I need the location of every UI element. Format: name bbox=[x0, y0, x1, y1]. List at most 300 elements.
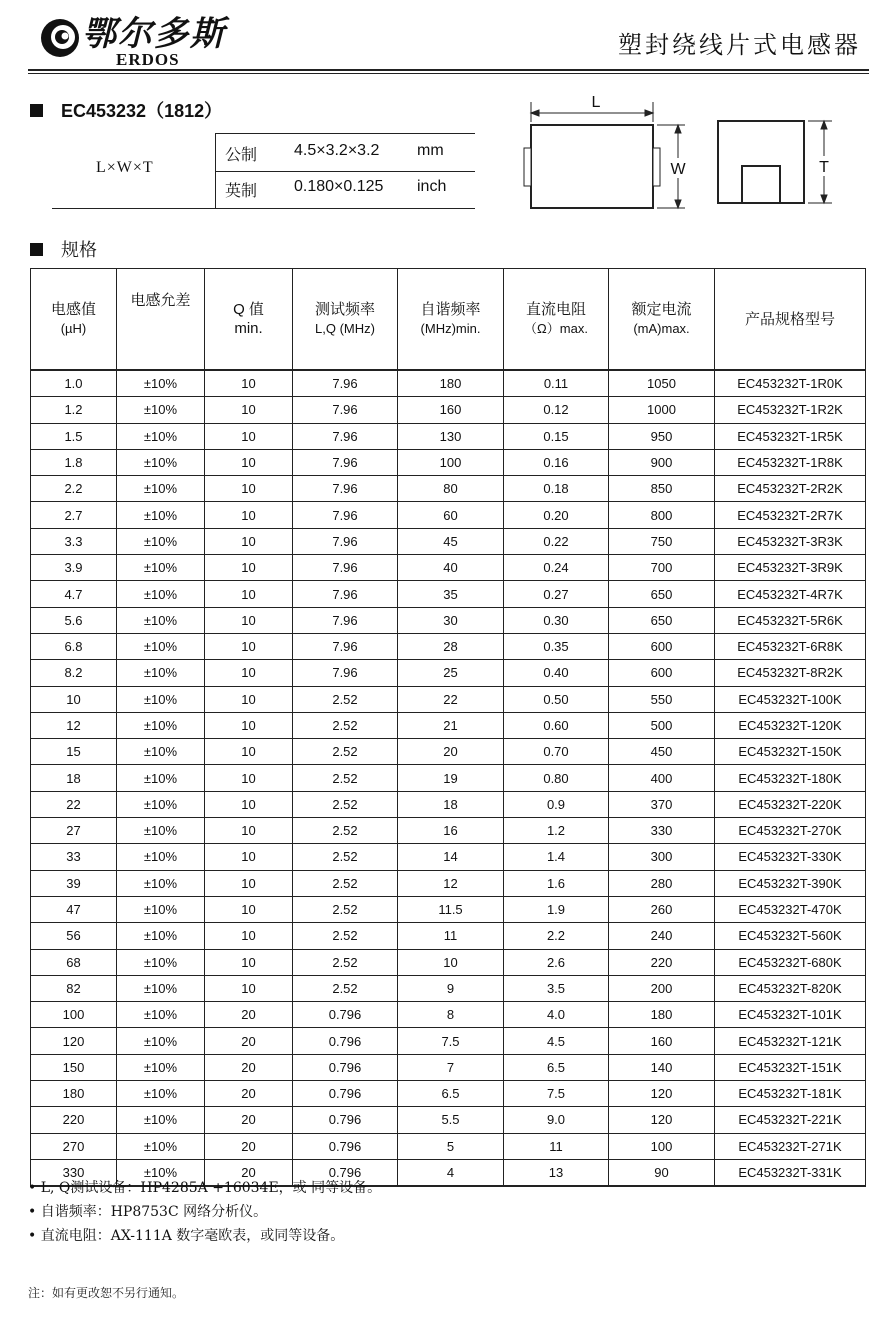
column-header: 额定电流 (mA)max. bbox=[609, 269, 715, 371]
table-row bbox=[31, 476, 866, 502]
table-cell: 2.52 bbox=[293, 949, 398, 975]
table-cell: EC453232T-331K bbox=[715, 1159, 866, 1186]
column-header: 电感允差 bbox=[117, 269, 205, 371]
table-cell: ±10% bbox=[117, 555, 205, 581]
table-cell: 0.796 bbox=[293, 1028, 398, 1054]
table-row bbox=[31, 975, 866, 1001]
table-cell: 10 bbox=[205, 581, 293, 607]
table-cell: ±10% bbox=[117, 791, 205, 817]
table-cell: 4 bbox=[398, 1159, 504, 1186]
table-row bbox=[31, 739, 866, 765]
table-cell: EC453232T-220K bbox=[715, 791, 866, 817]
table-cell: 0.18 bbox=[504, 476, 609, 502]
table-cell: 450 bbox=[609, 739, 715, 765]
table-cell: 15 bbox=[31, 739, 117, 765]
table-cell: 10 bbox=[205, 423, 293, 449]
table-cell: 160 bbox=[609, 1028, 715, 1054]
table-cell: 0.22 bbox=[504, 528, 609, 554]
table-cell: 20 bbox=[205, 1002, 293, 1028]
table-cell: 10 bbox=[205, 633, 293, 659]
table-header-row bbox=[31, 269, 866, 371]
table-cell: EC453232T-270K bbox=[715, 818, 866, 844]
table-cell: 1050 bbox=[609, 370, 715, 397]
table-cell: ±10% bbox=[117, 870, 205, 896]
table-cell: EC453232T-101K bbox=[715, 1002, 866, 1028]
table-cell: 45 bbox=[398, 528, 504, 554]
table-cell: 330 bbox=[609, 818, 715, 844]
table-cell: ±10% bbox=[117, 581, 205, 607]
table-cell: 600 bbox=[609, 660, 715, 686]
table-cell: 330 bbox=[31, 1159, 117, 1186]
table-cell: 270 bbox=[31, 1133, 117, 1159]
table-cell: 120 bbox=[609, 1081, 715, 1107]
table-cell: 7.96 bbox=[293, 528, 398, 554]
table-cell: ±10% bbox=[117, 607, 205, 633]
note-item: • 直流电阻：AX-111A 数字毫欧表，或同等设备。 bbox=[28, 1228, 345, 1244]
table-cell: ±10% bbox=[117, 633, 205, 659]
table-cell: 7.96 bbox=[293, 581, 398, 607]
table-cell: ±10% bbox=[117, 370, 205, 397]
table-cell: 21 bbox=[398, 712, 504, 738]
table-cell: ±10% bbox=[117, 502, 205, 528]
table-cell: 7.96 bbox=[293, 660, 398, 686]
table-cell: 20 bbox=[205, 1054, 293, 1080]
table-cell: EC453232T-1R0K bbox=[715, 370, 866, 397]
table-cell: 0.796 bbox=[293, 1002, 398, 1028]
table-cell: 10 bbox=[205, 476, 293, 502]
table-cell: 10 bbox=[398, 949, 504, 975]
table-row bbox=[31, 1002, 866, 1028]
column-header: 测试频率 L,Q (MHz) bbox=[293, 269, 398, 371]
table-cell: ±10% bbox=[117, 1159, 205, 1186]
table-cell: 2.52 bbox=[293, 791, 398, 817]
table-cell: 0.40 bbox=[504, 660, 609, 686]
table-cell: ±10% bbox=[117, 896, 205, 922]
table-cell: 6.5 bbox=[398, 1081, 504, 1107]
table-cell: 10 bbox=[205, 660, 293, 686]
dimension-table bbox=[52, 133, 475, 209]
table-cell: 30 bbox=[398, 607, 504, 633]
table-cell: 0.24 bbox=[504, 555, 609, 581]
table-cell: 7.96 bbox=[293, 449, 398, 475]
table-row bbox=[31, 660, 866, 686]
table-cell: 750 bbox=[609, 528, 715, 554]
table-cell: 0.30 bbox=[504, 607, 609, 633]
table-cell: ±10% bbox=[117, 423, 205, 449]
table-cell: 2.52 bbox=[293, 870, 398, 896]
table-cell: 22 bbox=[398, 686, 504, 712]
table-cell: 10 bbox=[205, 949, 293, 975]
table-cell: 68 bbox=[31, 949, 117, 975]
table-cell: EC453232T-470K bbox=[715, 896, 866, 922]
table-cell: 2.2 bbox=[31, 476, 117, 502]
table-cell: 33 bbox=[31, 844, 117, 870]
table-cell: 5.6 bbox=[31, 607, 117, 633]
table-cell: 2.52 bbox=[293, 896, 398, 922]
table-cell: 10 bbox=[205, 870, 293, 896]
table-cell: 19 bbox=[398, 765, 504, 791]
table-cell: 0.11 bbox=[504, 370, 609, 397]
table-cell: 100 bbox=[398, 449, 504, 475]
drawing-label-thickness: T bbox=[819, 159, 829, 176]
dim-rule-mid bbox=[215, 171, 475, 172]
table-cell: 3.3 bbox=[31, 528, 117, 554]
table-cell: 0.35 bbox=[504, 633, 609, 659]
table-cell: 5.5 bbox=[398, 1107, 504, 1133]
table-cell: 550 bbox=[609, 686, 715, 712]
imperial-unit: inch bbox=[417, 178, 447, 195]
table-cell: 0.70 bbox=[504, 739, 609, 765]
table-cell: 8 bbox=[398, 1002, 504, 1028]
header-divider-thin bbox=[28, 73, 869, 74]
table-cell: 10 bbox=[205, 607, 293, 633]
table-cell: 20 bbox=[398, 739, 504, 765]
table-row bbox=[31, 581, 866, 607]
table-cell: ±10% bbox=[117, 686, 205, 712]
table-cell: EC453232T-180K bbox=[715, 765, 866, 791]
table-cell: 90 bbox=[609, 1159, 715, 1186]
document-title: 塑封绕线片式电感器 bbox=[618, 31, 861, 59]
table-cell: 0.20 bbox=[504, 502, 609, 528]
table-cell: 39 bbox=[31, 870, 117, 896]
table-row bbox=[31, 502, 866, 528]
table-row bbox=[31, 923, 866, 949]
table-cell: EC453232T-8R2K bbox=[715, 660, 866, 686]
table-cell: 180 bbox=[609, 1002, 715, 1028]
change-notice: 注：如有更改恕不另行通知。 bbox=[28, 1286, 185, 1300]
table-cell: 0.60 bbox=[504, 712, 609, 738]
table-cell: 120 bbox=[31, 1028, 117, 1054]
table-cell: 16 bbox=[398, 818, 504, 844]
table-row bbox=[31, 528, 866, 554]
table-cell: 10 bbox=[205, 449, 293, 475]
table-cell: ±10% bbox=[117, 739, 205, 765]
table-row bbox=[31, 1133, 866, 1159]
table-cell: 10 bbox=[205, 686, 293, 712]
table-cell: 0.796 bbox=[293, 1133, 398, 1159]
table-cell: 130 bbox=[398, 423, 504, 449]
table-cell: 80 bbox=[398, 476, 504, 502]
table-cell: ±10% bbox=[117, 1028, 205, 1054]
table-cell: 100 bbox=[31, 1002, 117, 1028]
table-cell: 20 bbox=[205, 1081, 293, 1107]
table-cell: 40 bbox=[398, 555, 504, 581]
drawing-label-length: L bbox=[591, 94, 601, 111]
table-cell: EC453232T-150K bbox=[715, 739, 866, 765]
table-cell: 4.5 bbox=[504, 1028, 609, 1054]
imperial-value: 0.180×0.125 bbox=[294, 178, 384, 195]
table-cell: EC453232T-1R8K bbox=[715, 449, 866, 475]
table-cell: EC453232T-151K bbox=[715, 1054, 866, 1080]
table-cell: ±10% bbox=[117, 476, 205, 502]
table-cell: 300 bbox=[609, 844, 715, 870]
imperial-label: 英制 bbox=[225, 183, 258, 200]
table-cell: 22 bbox=[31, 791, 117, 817]
table-cell: 0.796 bbox=[293, 1054, 398, 1080]
metric-label: 公制 bbox=[225, 147, 258, 164]
column-header: 自谐频率 (MHz)min. bbox=[398, 269, 504, 371]
table-cell: 8.2 bbox=[31, 660, 117, 686]
table-row bbox=[31, 633, 866, 659]
square-bullet-icon bbox=[30, 243, 43, 256]
table-cell: 10 bbox=[205, 975, 293, 1001]
company-logo bbox=[38, 8, 238, 70]
table-cell: ±10% bbox=[117, 528, 205, 554]
table-cell: 150 bbox=[31, 1054, 117, 1080]
table-row bbox=[31, 370, 866, 397]
table-cell: 0.27 bbox=[504, 581, 609, 607]
table-cell: 20 bbox=[205, 1028, 293, 1054]
table-cell: 280 bbox=[609, 870, 715, 896]
table-cell: 900 bbox=[609, 449, 715, 475]
table-cell: 0.796 bbox=[293, 1081, 398, 1107]
note-item: • 自谐频率：HP8753C 网络分析仪。 bbox=[28, 1204, 268, 1220]
table-cell: EC453232T-120K bbox=[715, 712, 866, 738]
table-cell: 56 bbox=[31, 923, 117, 949]
table-cell: ±10% bbox=[117, 660, 205, 686]
table-cell: 10 bbox=[31, 686, 117, 712]
table-cell: 10 bbox=[205, 765, 293, 791]
table-cell: 0.796 bbox=[293, 1159, 398, 1186]
table-cell: 0.80 bbox=[504, 765, 609, 791]
table-row bbox=[31, 449, 866, 475]
table-row bbox=[31, 555, 866, 581]
drawing-label-width: W bbox=[670, 161, 686, 178]
table-cell: 7.96 bbox=[293, 555, 398, 581]
table-cell: EC453232T-1R5K bbox=[715, 423, 866, 449]
dimension-label: L×W×T bbox=[96, 159, 154, 176]
table-cell: EC453232T-4R7K bbox=[715, 581, 866, 607]
table-cell: 14 bbox=[398, 844, 504, 870]
table-row bbox=[31, 791, 866, 817]
table-cell: ±10% bbox=[117, 765, 205, 791]
table-cell: ±10% bbox=[117, 1081, 205, 1107]
table-cell: ±10% bbox=[117, 818, 205, 844]
table-cell: 20 bbox=[205, 1107, 293, 1133]
table-cell: ±10% bbox=[117, 1133, 205, 1159]
column-header: Q 值 min. bbox=[205, 269, 293, 371]
table-cell: 120 bbox=[609, 1107, 715, 1133]
table-cell: 4.7 bbox=[31, 581, 117, 607]
table-row bbox=[31, 1107, 866, 1133]
table-row bbox=[31, 844, 866, 870]
table-cell: 11 bbox=[398, 923, 504, 949]
table-cell: EC453232T-2R2K bbox=[715, 476, 866, 502]
table-cell: 2.52 bbox=[293, 739, 398, 765]
table-cell: EC453232T-271K bbox=[715, 1133, 866, 1159]
table-cell: 650 bbox=[609, 607, 715, 633]
table-row bbox=[31, 765, 866, 791]
dim-rule-vertical bbox=[215, 133, 216, 208]
spec-heading bbox=[30, 236, 97, 262]
table-cell: 35 bbox=[398, 581, 504, 607]
table-cell: ±10% bbox=[117, 449, 205, 475]
table-cell: 1.2 bbox=[31, 397, 117, 423]
table-cell: 0.9 bbox=[504, 791, 609, 817]
table-row bbox=[31, 397, 866, 423]
table-cell: 13 bbox=[504, 1159, 609, 1186]
table-cell: 10 bbox=[205, 528, 293, 554]
table-cell: 5 bbox=[398, 1133, 504, 1159]
specification-table bbox=[30, 268, 866, 1187]
table-cell: 370 bbox=[609, 791, 715, 817]
table-cell: 10 bbox=[205, 844, 293, 870]
table-cell: 800 bbox=[609, 502, 715, 528]
header-divider bbox=[28, 69, 869, 71]
table-cell: 18 bbox=[31, 765, 117, 791]
table-cell: EC453232T-100K bbox=[715, 686, 866, 712]
table-cell: EC453232T-680K bbox=[715, 949, 866, 975]
table-cell: 11 bbox=[504, 1133, 609, 1159]
column-header: 直流电阻 （Ω）max. bbox=[504, 269, 609, 371]
table-cell: 7.5 bbox=[398, 1028, 504, 1054]
table-cell: 0.15 bbox=[504, 423, 609, 449]
table-cell: 240 bbox=[609, 923, 715, 949]
table-cell: 2.7 bbox=[31, 502, 117, 528]
dim-rule-top bbox=[215, 133, 475, 134]
table-cell: 2.52 bbox=[293, 765, 398, 791]
table-cell: ±10% bbox=[117, 975, 205, 1001]
table-cell: 260 bbox=[609, 896, 715, 922]
table-cell: EC453232T-221K bbox=[715, 1107, 866, 1133]
table-cell: 7.96 bbox=[293, 397, 398, 423]
table-cell: EC453232T-560K bbox=[715, 923, 866, 949]
table-cell: 7.96 bbox=[293, 607, 398, 633]
table-cell: 6.5 bbox=[504, 1054, 609, 1080]
table-row bbox=[31, 423, 866, 449]
table-row bbox=[31, 870, 866, 896]
table-cell: 7 bbox=[398, 1054, 504, 1080]
table-cell: 2.2 bbox=[504, 923, 609, 949]
table-cell: 10 bbox=[205, 818, 293, 844]
table-cell: EC453232T-820K bbox=[715, 975, 866, 1001]
table-cell: 2.52 bbox=[293, 844, 398, 870]
table-cell: 10 bbox=[205, 923, 293, 949]
note-item: • L, Q测试设备：HP4285A +16034E，或 同等设备。 bbox=[28, 1180, 382, 1196]
table-cell: 2.52 bbox=[293, 975, 398, 1001]
metric-value: 4.5×3.2×3.2 bbox=[294, 142, 380, 159]
table-cell: 400 bbox=[609, 765, 715, 791]
table-cell: 25 bbox=[398, 660, 504, 686]
table-cell: EC453232T-1R2K bbox=[715, 397, 866, 423]
table-cell: 0.50 bbox=[504, 686, 609, 712]
table-cell: ±10% bbox=[117, 844, 205, 870]
table-cell: 1.8 bbox=[31, 449, 117, 475]
table-row bbox=[31, 686, 866, 712]
test-equipment-notes bbox=[28, 1176, 381, 1248]
table-row bbox=[31, 1028, 866, 1054]
table-cell: 140 bbox=[609, 1054, 715, 1080]
table-cell: ±10% bbox=[117, 923, 205, 949]
table-cell: 0.796 bbox=[293, 1107, 398, 1133]
table-cell: 1.0 bbox=[31, 370, 117, 397]
table-cell: EC453232T-181K bbox=[715, 1081, 866, 1107]
table-cell: 2.52 bbox=[293, 686, 398, 712]
table-cell: 1.5 bbox=[31, 423, 117, 449]
table-cell: 82 bbox=[31, 975, 117, 1001]
table-cell: 650 bbox=[609, 581, 715, 607]
table-cell: 47 bbox=[31, 896, 117, 922]
table-cell: 0.16 bbox=[504, 449, 609, 475]
table-cell: 11.5 bbox=[398, 896, 504, 922]
table-cell: EC453232T-2R7K bbox=[715, 502, 866, 528]
table-cell: ±10% bbox=[117, 1107, 205, 1133]
model-heading-text: EC453232（1812） bbox=[61, 101, 223, 121]
table-cell: 2.6 bbox=[504, 949, 609, 975]
table-row bbox=[31, 607, 866, 633]
table-cell: 7.96 bbox=[293, 502, 398, 528]
column-header: 产品规格型号 bbox=[715, 269, 866, 371]
table-cell: EC453232T-121K bbox=[715, 1028, 866, 1054]
table-cell: 10 bbox=[205, 370, 293, 397]
table-cell: 1.9 bbox=[504, 896, 609, 922]
spec-heading-text: 规格 bbox=[61, 240, 97, 260]
table-cell: 700 bbox=[609, 555, 715, 581]
table-cell: 10 bbox=[205, 739, 293, 765]
table-cell: 600 bbox=[609, 633, 715, 659]
table-cell: 7.96 bbox=[293, 476, 398, 502]
table-cell: 220 bbox=[31, 1107, 117, 1133]
table-cell: ±10% bbox=[117, 949, 205, 975]
table-cell: 1.6 bbox=[504, 870, 609, 896]
table-cell: 180 bbox=[31, 1081, 117, 1107]
table-row bbox=[31, 1081, 866, 1107]
table-cell: 2.52 bbox=[293, 923, 398, 949]
table-cell: ±10% bbox=[117, 397, 205, 423]
table-cell: 2.52 bbox=[293, 712, 398, 738]
column-header: 电感值 (µH) bbox=[31, 269, 117, 371]
table-cell: 4.0 bbox=[504, 1002, 609, 1028]
table-cell: 9 bbox=[398, 975, 504, 1001]
table-row bbox=[31, 949, 866, 975]
table-cell: 20 bbox=[205, 1133, 293, 1159]
table-cell: 60 bbox=[398, 502, 504, 528]
table-cell: 160 bbox=[398, 397, 504, 423]
table-cell: 100 bbox=[609, 1133, 715, 1159]
square-bullet-icon bbox=[30, 104, 43, 117]
table-cell: 18 bbox=[398, 791, 504, 817]
table-cell: 27 bbox=[31, 818, 117, 844]
table-cell: 9.0 bbox=[504, 1107, 609, 1133]
table-cell: 500 bbox=[609, 712, 715, 738]
table-cell: 12 bbox=[398, 870, 504, 896]
table-cell: 1.4 bbox=[504, 844, 609, 870]
table-cell: 6.8 bbox=[31, 633, 117, 659]
table-cell: EC453232T-3R3K bbox=[715, 528, 866, 554]
table-cell: 7.96 bbox=[293, 370, 398, 397]
table-cell: 10 bbox=[205, 896, 293, 922]
table-cell: 950 bbox=[609, 423, 715, 449]
table-cell: EC453232T-6R8K bbox=[715, 633, 866, 659]
metric-unit: mm bbox=[417, 142, 444, 159]
table-cell: 10 bbox=[205, 712, 293, 738]
table-cell: EC453232T-390K bbox=[715, 870, 866, 896]
table-row bbox=[31, 896, 866, 922]
table-row bbox=[31, 1054, 866, 1080]
table-cell: 200 bbox=[609, 975, 715, 1001]
table-cell: EC453232T-5R6K bbox=[715, 607, 866, 633]
table-cell: 0.12 bbox=[504, 397, 609, 423]
table-cell: 1000 bbox=[609, 397, 715, 423]
table-cell: 850 bbox=[609, 476, 715, 502]
table-cell: 10 bbox=[205, 791, 293, 817]
table-cell: ±10% bbox=[117, 1054, 205, 1080]
table-row bbox=[31, 818, 866, 844]
table-cell: 10 bbox=[205, 397, 293, 423]
table-cell: ±10% bbox=[117, 1002, 205, 1028]
table-cell: ±10% bbox=[117, 712, 205, 738]
table-cell: 180 bbox=[398, 370, 504, 397]
